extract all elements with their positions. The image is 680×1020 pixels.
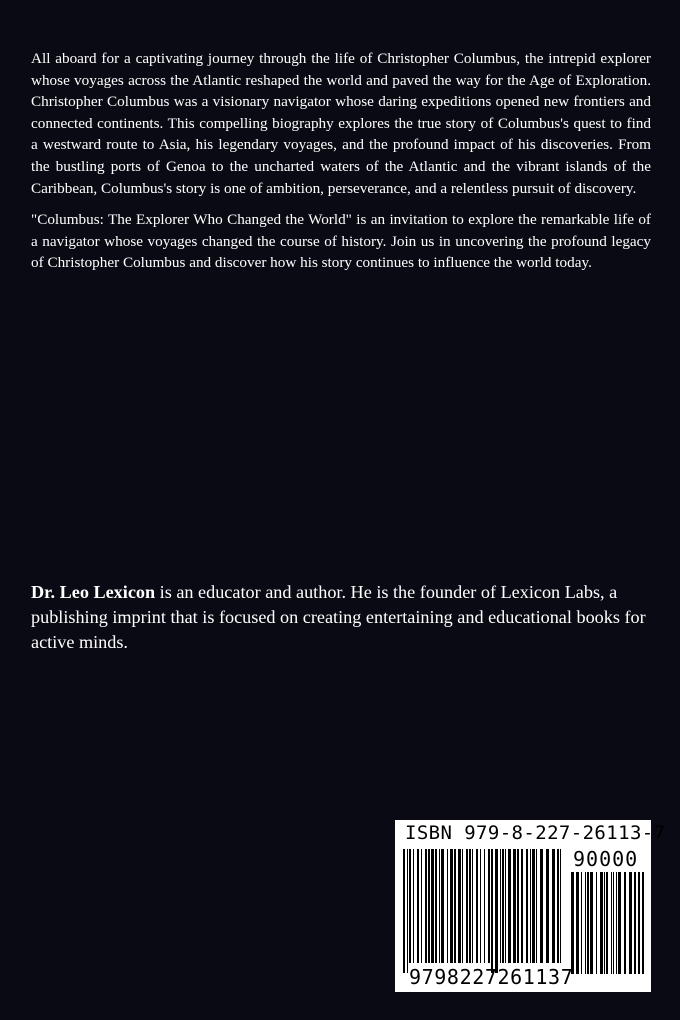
barcode-bar bbox=[536, 849, 537, 963]
barcode-bar bbox=[469, 849, 471, 963]
barcode-bar bbox=[634, 872, 636, 974]
barcode-bar bbox=[500, 849, 501, 963]
barcode-bar bbox=[508, 849, 511, 963]
author-bio bbox=[31, 580, 653, 655]
barcode-bar bbox=[431, 849, 434, 963]
author-bio-text: is an educator and author. He is the founder of Lexicon Labs, a publishing imprint that is focused on creating entertaining and educational books for active minds. bbox=[31, 582, 646, 652]
barcode-bar bbox=[613, 872, 614, 974]
barcode-bar bbox=[458, 849, 461, 963]
barcode-bar bbox=[413, 849, 414, 963]
barcode-bar bbox=[600, 872, 603, 974]
barcode-bar bbox=[409, 849, 411, 963]
barcode-bar bbox=[403, 849, 405, 973]
barcode-bar bbox=[502, 849, 504, 963]
barcode-bar bbox=[454, 849, 456, 963]
barcode-bar bbox=[571, 872, 574, 974]
barcode-bar bbox=[576, 872, 579, 974]
barcode-bar bbox=[585, 872, 586, 974]
barcode-bar bbox=[521, 849, 523, 963]
barcode-bar bbox=[517, 849, 519, 963]
ean-barcode-bars bbox=[403, 849, 563, 973]
barcode-bar bbox=[421, 849, 422, 963]
back-cover-blurb bbox=[31, 48, 651, 284]
barcode-bar bbox=[488, 849, 490, 963]
barcode-bar bbox=[616, 872, 617, 974]
barcode-bar bbox=[476, 849, 478, 963]
barcode-bar bbox=[428, 849, 430, 963]
barcode-bar bbox=[590, 872, 593, 974]
addon-barcode-bars bbox=[571, 872, 645, 984]
barcode-bar bbox=[466, 849, 468, 963]
blurb-paragraph-1: All aboard for a captivating journey through the life of Christopher Columbus, the intrepid explorer whose voyages across the Atlantic reshaped the world and paved the way for the Age of Exploration. Christopher Columbus was a visionary navigator whose daring expeditions opened new frontiers and connected continents. This compelling biography explores the true story of Columbus's quest to find a westward route to Asia, his legendary voyages, and the profound impact of his discoveries. From the bustling ports of Genoa to the uncharted waters of the Atlantic and the vibrant islands of the Caribbean, Columbus's story is one of ambition, perseverance, and a relentless pursuit of discovery. bbox=[31, 50, 651, 197]
barcode-bar bbox=[604, 872, 605, 974]
barcode-bar bbox=[435, 849, 437, 963]
barcode-bar bbox=[526, 849, 528, 963]
isbn-barcode bbox=[395, 820, 666, 992]
barcode-bar bbox=[596, 872, 597, 974]
barcode-bar bbox=[439, 849, 440, 963]
barcode-bar bbox=[624, 872, 626, 974]
barcode-bar bbox=[484, 849, 485, 963]
barcode-bar bbox=[530, 849, 531, 963]
barcode-bar bbox=[495, 849, 498, 973]
barcode-bar bbox=[462, 849, 463, 963]
barcode-bar bbox=[611, 872, 612, 974]
barcode-bar bbox=[472, 849, 473, 963]
barcode-bar bbox=[480, 849, 481, 963]
price-code: 90000 bbox=[573, 847, 639, 871]
barcode-bar bbox=[505, 849, 506, 963]
barcode-bar bbox=[513, 849, 516, 963]
barcode-bar bbox=[560, 849, 561, 963]
barcode-bar bbox=[441, 849, 444, 963]
barcode-bar bbox=[552, 849, 555, 963]
barcode-bar bbox=[532, 849, 535, 963]
barcode-bar bbox=[642, 872, 644, 974]
blurb-paragraph-2: "Columbus: The Explorer Who Changed the World" is an invitation to explore the remarkable life of a navigator whose voyages changed the course of history. Join us in uncovering the profound legacy of Christopher Columbus and discover how his story continues to influence the world today. bbox=[31, 211, 651, 272]
barcode-bar bbox=[618, 872, 621, 974]
barcode-bar bbox=[581, 872, 582, 974]
barcode-bar bbox=[557, 849, 559, 963]
barcode-bar bbox=[606, 872, 608, 974]
ean-digits: 9798227261137 bbox=[409, 965, 574, 989]
barcode-bar bbox=[546, 849, 549, 963]
barcode-bar bbox=[407, 849, 408, 973]
barcode-bar bbox=[638, 872, 640, 974]
barcode-bar bbox=[587, 872, 589, 974]
author-name: Dr. Leo Lexicon bbox=[31, 582, 156, 602]
barcode-bar bbox=[417, 849, 419, 963]
barcode-bar bbox=[629, 872, 632, 974]
barcode-bar bbox=[425, 849, 427, 963]
barcode-bar bbox=[491, 849, 493, 973]
barcode-bar bbox=[540, 849, 543, 963]
barcode-bar bbox=[447, 849, 448, 963]
barcode-bar bbox=[450, 849, 453, 963]
isbn-label: ISBN 979-8-227-26113-7 bbox=[405, 822, 666, 844]
